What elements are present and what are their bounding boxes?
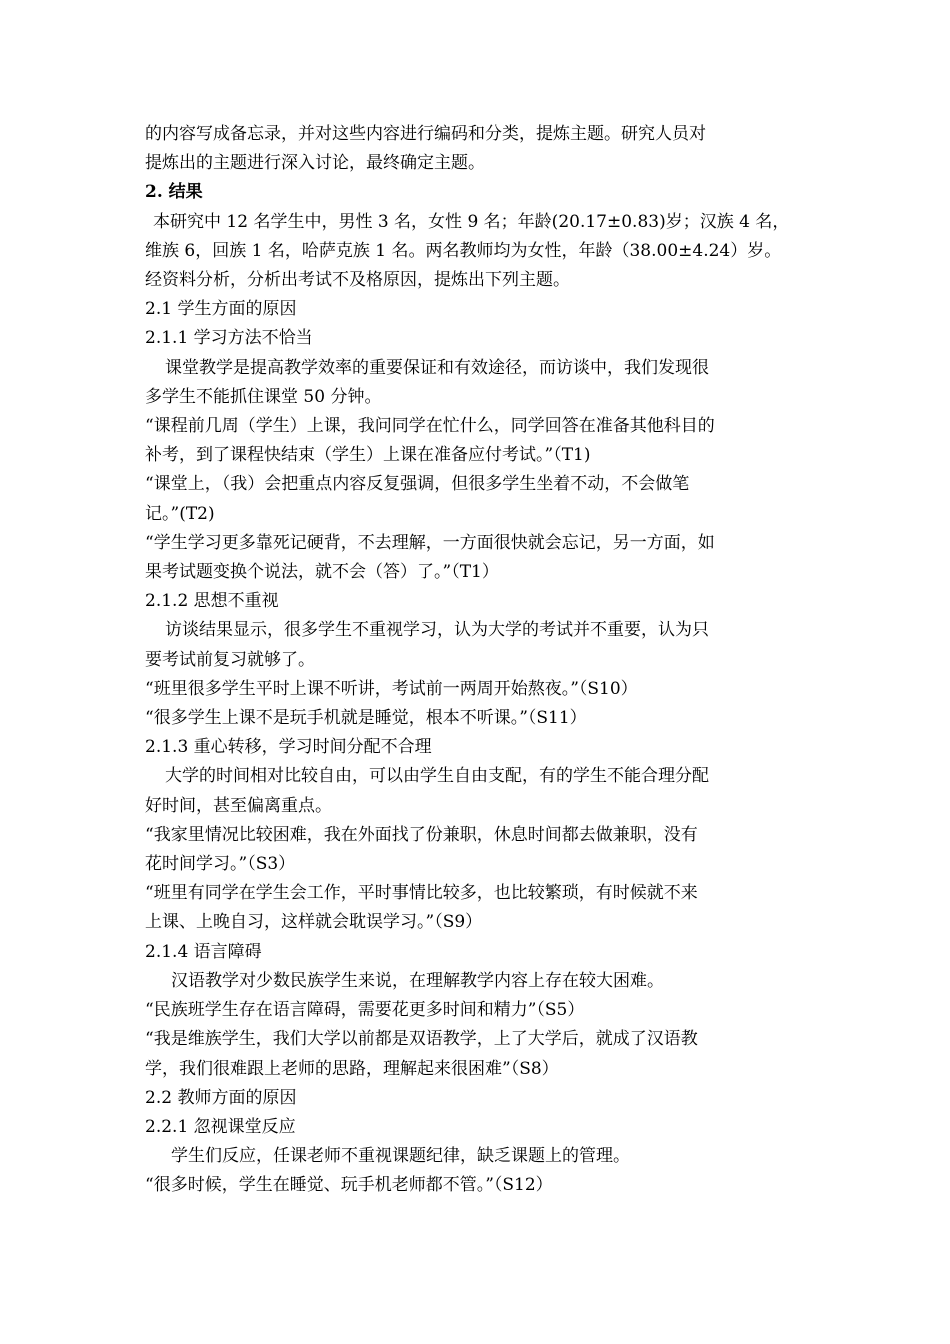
quote-line: “班里很多学生平时上课不听讲，考试前一两周开始熬夜。”（S10） [145,678,638,699]
text-line: 多学生不能抓住课堂 50 分钟。 [145,386,382,407]
subsubsection-heading: 2.1.3 重心转移，学习时间分配不合理 [145,737,432,758]
quote-line: 果考试题变换个说法，就不会（答）了。”（T1） [145,562,499,583]
document-body [145,120,790,1201]
quote-line: “很多时候，学生在睡觉、玩手机老师都不管。”（S12） [145,1175,553,1196]
text-line: 访谈结果显示，很多学生不重视学习，认为大学的考试并不重要，认为只 [165,620,709,641]
text-line: 汉语教学对少数民族学生来说，在理解教学内容上存在较大困难。 [171,970,664,991]
subsubsection-heading: 2.1.2 思想不重视 [145,591,279,612]
section-heading: 2. 结果 [145,182,203,203]
quote-line: “很多学生上课不是玩手机就是睡觉，根本不听课。”（S11） [145,708,587,729]
quote-line: 上课、上晚自习，这样就会耽误学习。”（S9） [145,912,483,933]
text-line: 学生们反应，任课老师不重视课题纪律，缺乏课题上的管理。 [171,1146,630,1167]
quote-line: “我是维族学生，我们大学以前都是双语教学，上了大学后，就成了汉语教 [145,1029,698,1050]
quote-line: “学生学习更多靠死记硬背，不去理解，一方面很快就会忘记，另一方面，如 [145,532,715,553]
text-line: 好时间，甚至偏离重点。 [145,795,332,816]
text-line: 课堂教学是提高教学效率的重要保证和有效途径，而访谈中，我们发现很 [165,357,709,378]
subsection-heading: 2.2 教师方面的原因 [145,1087,297,1108]
text-line: 本研究中 12 名学生中，男性 3 名，女性 9 名；年龄(20.17±0.83)岁；汉族 4 名， [153,211,790,232]
text-line: 的内容写成备忘录，并对这些内容进行编码和分类，提炼主题。研究人员对 [145,124,706,144]
quote-line: 花时间学习。”（S3） [145,854,296,875]
text-line: 提炼出的主题进行深入讨论，最终确定主题。 [145,153,485,174]
subsubsection-heading: 2.2.1 忽视课堂反应 [145,1116,296,1137]
quote-line: 补考，到了课程快结束（学生）上课在准备应付考试。”（T1) [145,445,591,466]
quote-line: 学，我们很难跟上老师的思路，理解起来很困难”（S8） [145,1058,559,1079]
quote-line: “班里有同学在学生会工作，平时事情比较多，也比较繁琐，有时候就不来 [145,883,698,904]
quote-line: “课程前几周（学生）上课，我问同学在忙什么，同学回答在准备其他科目的 [145,416,715,437]
text-line: 大学的时间相对比较自由，可以由学生自由支配，有的学生不能合理分配 [165,766,709,787]
quote-line: “我家里情况比较困难，我在外面找了份兼职，休息时间都去做兼职，没有 [145,824,698,845]
subsection-heading: 2.1 学生方面的原因 [145,299,297,320]
subsubsection-heading: 2.1.1 学习方法不恰当 [145,328,313,349]
text-line: 要考试前复习就够了。 [145,649,315,670]
quote-line: “课堂上，（我）会把重点内容反复强调，但很多学生坐着不动，不会做笔 [145,474,690,495]
text-line: 维族 6，回族 1 名，哈萨克族 1 名。两名教师均为女性，年龄（38.00±4.24）岁。 [145,240,782,261]
quote-line: “民族班学生存在语言障碍，需要花更多时间和精力”（S5） [145,1000,585,1021]
text-line: 经资料分析，分析出考试不及格原因，提炼出下列主题。 [145,270,570,291]
quote-line: 记。”(T2) [145,503,215,524]
subsubsection-heading: 2.1.4 语言障碍 [145,941,262,962]
